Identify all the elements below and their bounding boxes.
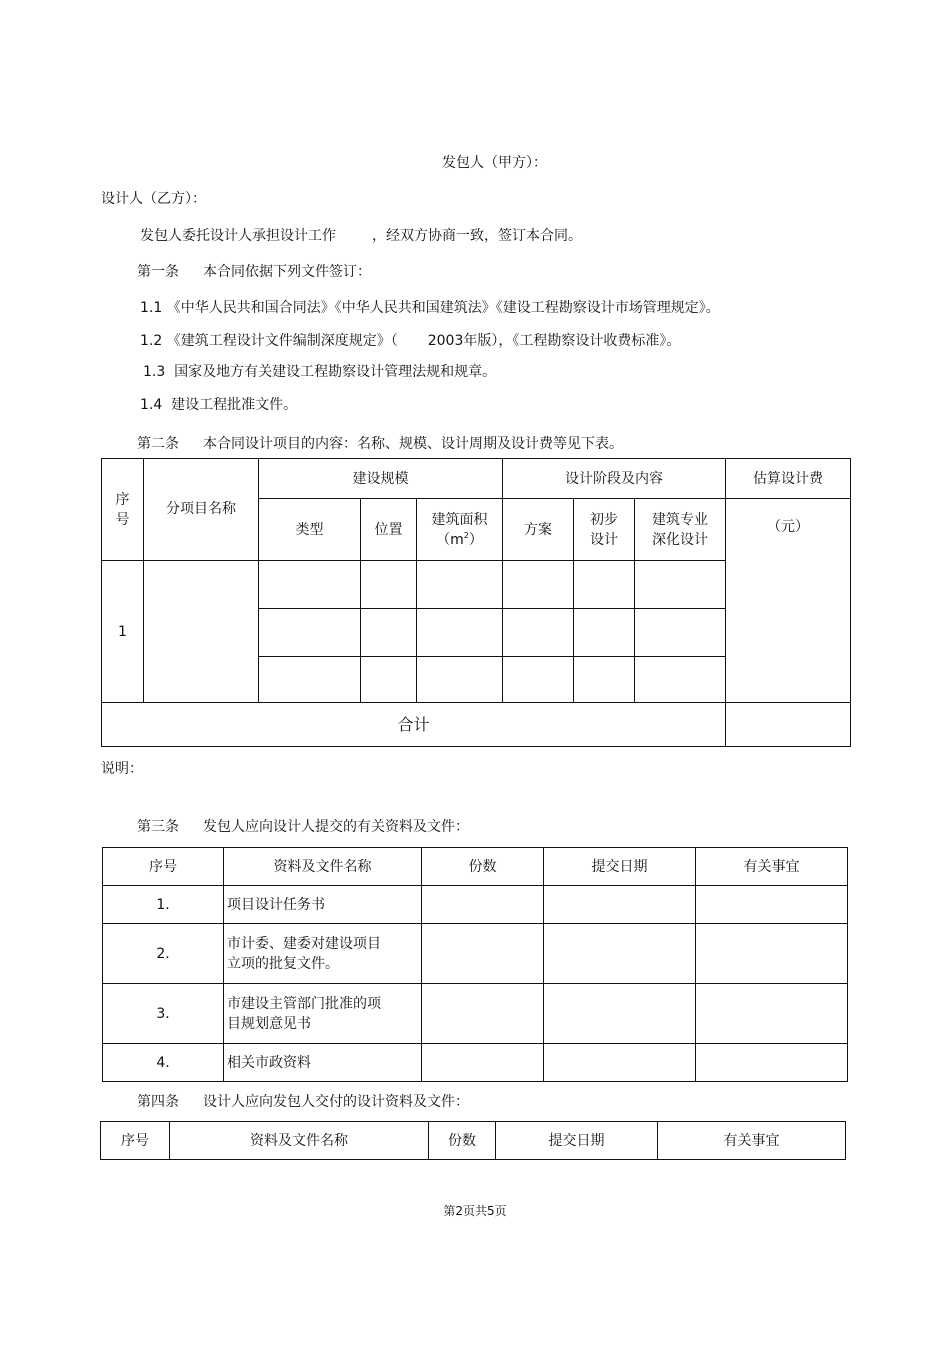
subitem-header: 分项目名称	[144, 459, 259, 561]
article3-text: 发包人应向设计人提交的有关资料及文件：	[203, 819, 469, 835]
design-items-table	[101, 458, 851, 747]
article1-item-4	[140, 395, 297, 415]
subitem-cell	[144, 561, 259, 703]
col-header: 提交日期	[544, 848, 696, 886]
table-cell	[574, 561, 635, 609]
designer-deliverables-table	[100, 1121, 846, 1160]
employer-line: 发包人（甲方）：	[442, 155, 547, 171]
designer-line: 设计人（乙方）：	[101, 191, 206, 207]
table-cell	[544, 924, 696, 984]
table-cell	[422, 984, 544, 1044]
table-cell	[503, 609, 574, 657]
article1-title: 第一条	[137, 264, 179, 280]
col-header: 提交日期	[496, 1122, 658, 1160]
document-name: 市计委、建委对建设项目 立项的批复文件。	[224, 924, 422, 984]
table-row	[103, 924, 848, 984]
col-header: 资料及文件名称	[170, 1122, 429, 1160]
table-cell	[417, 609, 503, 657]
col-header: 资料及文件名称	[224, 848, 422, 886]
article2-title: 第二条	[137, 436, 179, 452]
article4-title: 第四条	[137, 1094, 179, 1110]
col-header: 份数	[429, 1122, 496, 1160]
table-cell	[361, 561, 417, 609]
item-text-b: 2003年版），《工程勘察设计收费标准》。	[427, 333, 681, 349]
document-name: 相关市政资料	[224, 1044, 422, 1082]
table-cell	[422, 886, 544, 924]
table-cell	[696, 1044, 848, 1082]
table-cell	[635, 609, 726, 657]
article1-item-2	[140, 331, 680, 351]
table-cell	[635, 561, 726, 609]
table-cell	[422, 1044, 544, 1082]
col-header: 份数	[422, 848, 544, 886]
table-cell	[544, 984, 696, 1044]
table-cell	[417, 657, 503, 703]
item-text: 国家及地方有关建设工程勘察设计管理法规和规章。	[174, 364, 497, 380]
article1-heading	[137, 262, 371, 282]
article1-item-1	[140, 298, 720, 318]
item-number: 1.3	[143, 364, 166, 380]
total-value-cell	[726, 703, 851, 747]
article3-title: 第三条	[137, 819, 179, 835]
col-header: 序号	[103, 848, 224, 886]
table-cell	[422, 924, 544, 984]
article2-text: 本合同设计项目的内容：名称、规模、设计周期及设计费等见下表。	[203, 436, 623, 452]
scheme-header: 方案	[503, 499, 574, 561]
article2-heading	[137, 434, 623, 454]
row-number: 2.	[103, 924, 224, 984]
document-name: 项目设计任务书	[224, 886, 422, 924]
intro-text-a: 发包人委托设计人承担设计工作	[140, 228, 336, 244]
table-cell	[417, 561, 503, 609]
col-header: 序号	[101, 1122, 170, 1160]
intro-paragraph	[140, 226, 582, 246]
special-header: 建筑专业 深化设计	[635, 499, 726, 561]
table-cell	[259, 657, 361, 703]
table-cell	[574, 657, 635, 703]
article3-heading	[137, 817, 469, 837]
article4-text: 设计人应向发包人交付的设计资料及文件：	[203, 1094, 469, 1110]
seq-header: 序 号	[102, 459, 144, 561]
table-cell	[259, 561, 361, 609]
item-number: 1.4	[140, 397, 163, 413]
document-name: 市建设主管部门批准的项 目规划意见书	[224, 984, 422, 1044]
row-number: 3.	[103, 984, 224, 1044]
location-header: 位置	[361, 499, 417, 561]
stage-header: 设计阶段及内容	[503, 459, 726, 499]
prelim-header: 初步 设计	[574, 499, 635, 561]
col-header: 有关事宜	[696, 848, 848, 886]
table-cell	[259, 609, 361, 657]
note-label: 说明：	[101, 761, 143, 777]
table-row	[103, 886, 848, 924]
item-text: 《中华人民共和国合同法》《中华人民共和国建筑法》《建设工程勘察设计市场管理规定》。	[166, 300, 720, 316]
type-header: 类型	[259, 499, 361, 561]
row-number: 1	[102, 561, 144, 703]
table-cell	[696, 924, 848, 984]
row-number: 4.	[103, 1044, 224, 1082]
table-cell	[696, 886, 848, 924]
fee-header: 估算设计费	[726, 459, 851, 499]
scale-header: 建设规模	[259, 459, 503, 499]
item-text-a: 《建筑工程设计文件编制深度规定》（	[166, 333, 398, 349]
table-cell	[361, 609, 417, 657]
table-row	[103, 984, 848, 1044]
table-cell	[635, 657, 726, 703]
total-label: 合计	[102, 703, 726, 747]
item-text: 建设工程批准文件。	[171, 397, 298, 413]
table-cell	[503, 657, 574, 703]
page-number: 第2页共5页	[443, 1204, 507, 1218]
item-number: 1.1	[140, 300, 163, 316]
fee-unit-cell: （元）	[726, 499, 851, 703]
item-number: 1.2	[140, 333, 163, 349]
table-cell	[503, 561, 574, 609]
article1-text: 本合同依据下列文件签订：	[203, 264, 371, 280]
table-row	[103, 1044, 848, 1082]
article4-heading	[137, 1092, 469, 1112]
table-cell	[361, 657, 417, 703]
table-cell	[544, 886, 696, 924]
area-header: 建筑面积 $(m^2)$	[417, 499, 503, 561]
article1-item-3	[143, 362, 496, 382]
table-cell	[574, 609, 635, 657]
row-number: 1.	[103, 886, 224, 924]
intro-text-b: ，经双方协商一致，签订本合同。	[372, 228, 582, 244]
table-cell	[544, 1044, 696, 1082]
table-cell	[696, 984, 848, 1044]
col-header: 有关事宜	[658, 1122, 846, 1160]
employer-documents-table	[102, 847, 848, 1082]
